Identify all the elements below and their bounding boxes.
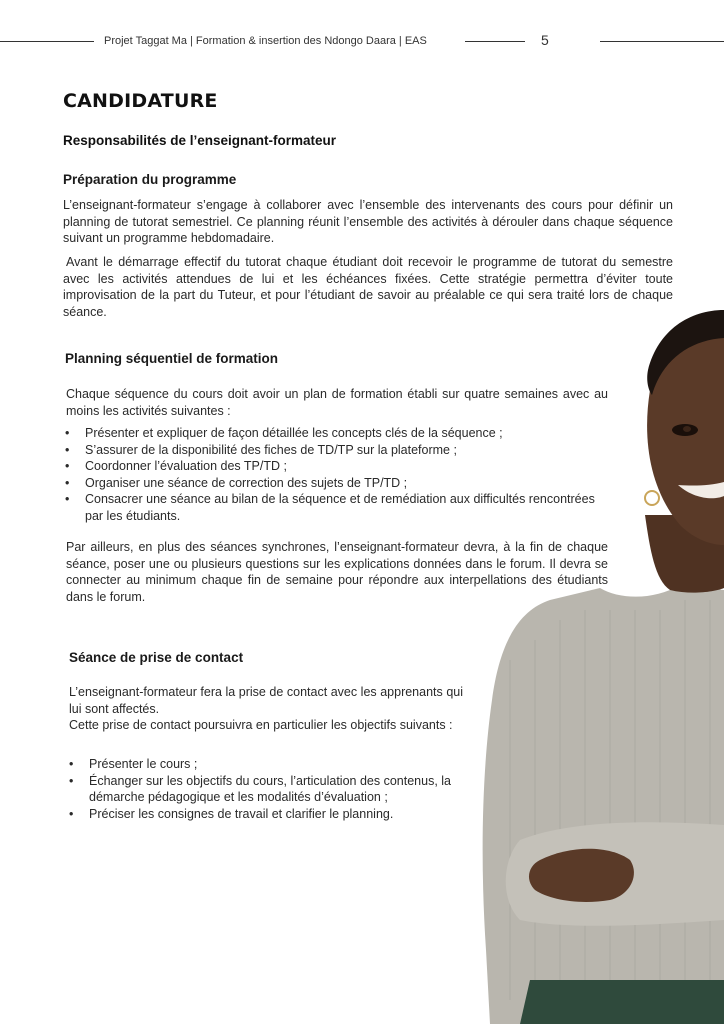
header-rule-left <box>0 41 94 42</box>
list-item: • Préciser les consignes de travail et clarifier le planning. <box>67 806 463 823</box>
list-item: • S’assurer de la disponibilité des fiches de TD/TP sur la plateforme ; <box>63 442 608 459</box>
list-item: • Consacrer une séance au bilan de la séquence et de remédiation aux difficultés rencontrées par les étudiants. <box>63 491 608 524</box>
list-item: • Organiser une séance de correction des sujets de TP/TD ; <box>63 475 608 492</box>
page-number: 5 <box>541 32 549 48</box>
contact-heading: Séance de prise de contact <box>69 650 244 665</box>
preparation-paragraph-2: Avant le démarrage effectif du tutorat chaque étudiant doit recevoir le programme de tutorat du semestre avec les activités attendues de lui et les échéances fixées. Cette stratégie permettra d’éviter toute improvisation de la part du Tuteur, et pour l’étudiant de savoir au préalable ce qui sera traité lors de chaque séance. <box>63 255 673 319</box>
header-rule-middle <box>465 41 525 42</box>
list-item: • Présenter et expliquer de façon détaillée les concepts clés de la séquence ; <box>63 425 608 442</box>
contact-objective-list <box>67 756 463 822</box>
planning-heading: Planning séquentiel de formation <box>65 351 279 366</box>
planning-intro: Chaque séquence du cours doit avoir un plan de formation établi sur quatre semaines avec au moins les activités suivantes : <box>66 387 608 418</box>
planning-activity-list <box>63 425 608 524</box>
planning-outro: Par ailleurs, en plus des séances synchrones, l’enseignant-formateur devra, à la fin de chaque séance, poser une ou plusieurs questions sur les explications données dans le forum. Il devra se connecter au minimum chaque fin de semaine pour répondre aux interpellations des étudiants dans le forum. <box>66 540 608 604</box>
preparation-heading: Préparation du programme <box>63 172 237 187</box>
contact-paragraph-1: L’enseignant-formateur fera la prise de contact avec les apprenants qui lui sont affectés. <box>69 685 463 716</box>
section-heading: Responsabilités de l’enseignant-formateur <box>63 133 337 148</box>
contact-paragraph-2: Cette prise de contact poursuivra en particulier les objectifs suivants : <box>69 718 453 732</box>
header-text: Projet Taggat Ma | Formation & insertion des Ndongo Daara | EAS <box>104 35 427 47</box>
list-item: • Échanger sur les objectifs du cours, l’articulation des contenus, la démarche pédagogique et les modalités d’évaluation ; <box>67 773 463 806</box>
preparation-paragraph-1: L’enseignant-formateur s’engage à collaborer avec l’ensemble des intervenants des cours pour définir un planning de tutorat semestriel. Ce planning réunit l’ensemble des activités à dérouler dans chaque séquence suivant un programme hebdomadaire. <box>63 198 673 245</box>
page-title: CANDIDATURE <box>63 90 218 112</box>
page-header <box>0 32 724 52</box>
list-item: • Présenter le cours ; <box>67 756 463 773</box>
list-item: • Coordonner l’évaluation des TP/TD ; <box>63 458 608 475</box>
header-rule-right <box>600 41 724 42</box>
